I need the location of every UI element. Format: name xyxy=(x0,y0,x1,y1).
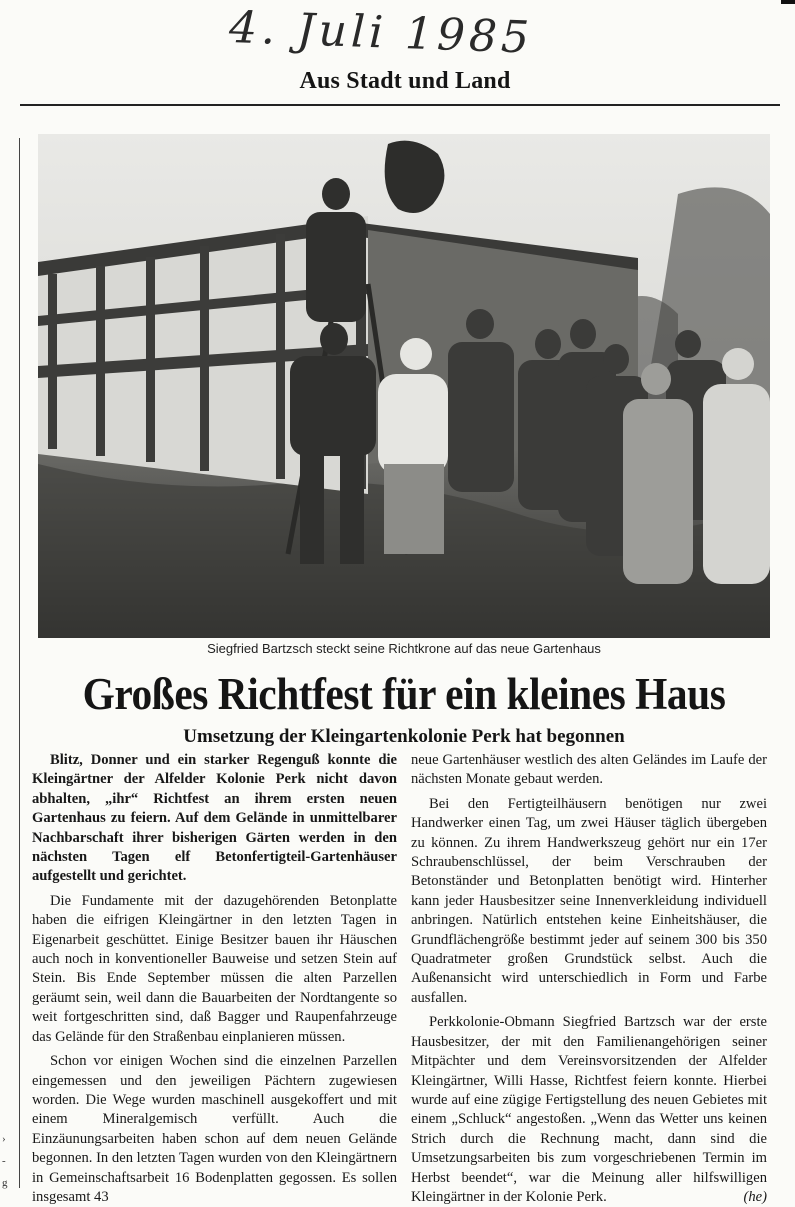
body-paragraph: Bei den Fertigteilhäusern benötigen nur zwei Handwerker einen Tag, um zwei Häuser täglich übergeben zu können. Zu ihrem Handwerkszeug gehört nur ein 17er Schraubenschlüssel, der beim Verschrauben der Betonständer und Betonplatten benötigt wird. Hinterher kann jeder Hausbesitzer seine Innenverkleidung individuell anbringen. Natürlich entstehen keine Einheitshäuser, die Grundflächengröße bestimmt jeder auf seinem 300 bis 350 Quadratmeter großen Grundstück selbst. Auch die Außenansicht wird unterschiedlich in Form und Farbe ausfallen. xyxy=(411,795,767,1006)
margin-mark: › xyxy=(2,1133,6,1145)
article-subheadline: Umsetzung der Kleingartenkolonie Perk hat begonnen xyxy=(183,726,625,747)
section-title: Aus Stadt und Land xyxy=(299,68,511,94)
photo-illustration xyxy=(38,134,770,638)
section-rule xyxy=(20,104,780,106)
body-paragraph: Die Fundamente mit der dazugehörenden Betonplatte haben die eifrigen Kleingärtner in den letzten Tagen in Eigenarbeit geschüttet. Einige Besitzer bauen ihr Häuschen auch noch in konventioneller Bauweise und setzen Stein auf Stein. Bis Ende September müssen die alten Parzellen geräumt sein, weil dann die Bauarbeiten der Nordtangente so weit fortgeschritten sind, daß Bagger und Raupenfahrzeuge das Gelände für den Straßenbau einplanieren müssen. xyxy=(32,892,397,1045)
author-signature: (he) xyxy=(743,1188,767,1205)
body-paragraph: neue Gartenhäuser westlich des alten Geländes im Laufe der nächsten Monate gebaut werden. xyxy=(411,752,767,788)
body-paragraph: Schon vor einigen Wochen sind die einzelnen Parzellen eingemessen und den jeweiligen Pächtern zugewiesen worden. Die Wege wurden maschinell ausgekoffert und mit einem Mineralgemisch verfüllt. Auch die Einzäunungsarbeiten haben schon auf dem neuen Gelände begonnen. In den letzten Tagen wurden von den Kleingärtnern in Gemeinschaftsarbeit 16 Bodenplatten gegossen. Es sollen insgesamt 43 xyxy=(32,1053,397,1205)
article-headline: Großes Richtfest für ein kleines Haus xyxy=(82,669,726,719)
article-photo xyxy=(38,134,770,638)
margin-marks xyxy=(2,1128,14,1194)
closing-text: Perkkolonie-Obmann Siegfried Bartzsch war der erste Hausbesitzer, der mit den Familienangehörigen seiner Mitpächter und dem Vereinsvorsitzenden der Alfelder Kleingärtner, Willi Hasse, Richtfest feiern konnte. Hierbei wurde auf eine zügige Fertigstellung des neuen Gebietes mit einem „Schluck“ angestoßen. „Wenn das Wetter uns keinen Strich durch die Rechnung macht, dann sind die Umsetzungsarbeiten bis zum vorgeschriebenen Termin im Herbst beendet“, war die Meinung aller hilfswilligen Kleingärtner in der Kolonie Perk. xyxy=(411,1014,767,1205)
article-column-right xyxy=(411,751,767,1207)
body-paragraph xyxy=(411,1013,767,1207)
photo-caption: Siegfried Bartzsch steckt seine Richtkrone auf das neue Gartenhaus xyxy=(207,641,601,656)
margin-mark: g xyxy=(2,1177,8,1189)
article-column-left xyxy=(32,751,397,1207)
margin-mark: - xyxy=(2,1155,6,1167)
corner-mark xyxy=(781,0,795,4)
column-rule xyxy=(19,138,20,1188)
handwritten-date: 4. Juli 1985 xyxy=(228,2,534,64)
lead-paragraph: Blitz, Donner und ein starker Regenguß konnte die Kleingärtner der Alfelder Kolonie Perk nicht davon abhalten, „ihr“ Richtfest an ihrem ersten neuen Gartenhaus zu feiern. Auf dem Gelände in unmittelbarer Nachbarschaft ihrer bisherigen Gärten werden in den nächsten Tagen elf Betonfertigteil-Gartenhäuser aufgestellt und gerichtet. xyxy=(32,752,397,885)
